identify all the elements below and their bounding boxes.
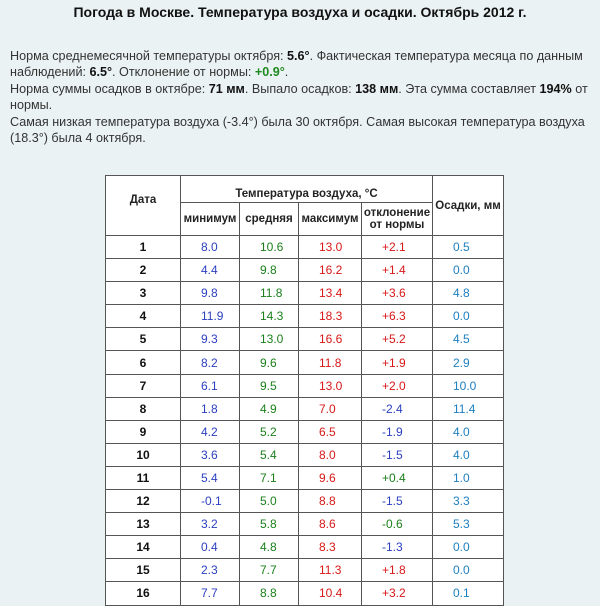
cell-precipitation: 0.0: [433, 259, 504, 282]
norm-prec-value: 71 мм: [208, 81, 245, 96]
cell-max: 8.8: [299, 490, 362, 513]
table-row: [106, 305, 504, 328]
table-row: [106, 282, 504, 305]
cell-precipitation: 11.4: [433, 397, 504, 420]
cell-max: 13.0: [299, 236, 362, 259]
cell-deviation: +2.0: [362, 374, 433, 397]
precipitation-summary: [10, 81, 592, 114]
cell-max: 16.2: [299, 259, 362, 282]
cell-precipitation: 3.3: [433, 490, 504, 513]
cell-max: 11.3: [299, 559, 362, 582]
table-row: [106, 559, 504, 582]
extremes-summary: Самая низкая температура воздуха (-3.4°) была 30 октября. Самая высокая температура воздуха (18.3°) была 4 октября.: [10, 114, 585, 146]
header-max: максимум: [299, 203, 362, 236]
cell-max: 18.3: [299, 305, 362, 328]
cell-day: 14: [106, 536, 181, 559]
cell-precipitation: 0.0: [433, 559, 504, 582]
cell-max: 10.4: [299, 582, 362, 605]
table-row: [106, 582, 504, 605]
cell-precipitation: 4.8: [433, 282, 504, 305]
cell-min: 1.8: [181, 397, 240, 420]
intro-summary: [10, 48, 592, 146]
cell-deviation: +6.3: [362, 305, 433, 328]
table-row: [106, 236, 504, 259]
cell-day: 15: [106, 559, 181, 582]
prec-pct-value: 194%: [539, 81, 572, 96]
cell-deviation: +2.1: [362, 236, 433, 259]
cell-min: -0.1: [181, 490, 240, 513]
cell-avg: 9.8: [240, 259, 299, 282]
table-row: [106, 466, 504, 489]
cell-deviation: +1.4: [362, 259, 433, 282]
cell-min: 4.4: [181, 259, 240, 282]
cell-precipitation: 0.0: [433, 305, 504, 328]
table-row: [106, 490, 504, 513]
cell-avg: 7.7: [240, 559, 299, 582]
cell-avg: 13.0: [240, 328, 299, 351]
cell-avg: 4.8: [240, 536, 299, 559]
text-prec-pct-suffix: от нормы.: [10, 81, 588, 113]
cell-day: 1: [106, 236, 181, 259]
cell-deviation: -1.5: [362, 490, 433, 513]
cell-max: 11.8: [299, 351, 362, 374]
cell-precipitation: 4.0: [433, 420, 504, 443]
table-row: [106, 443, 504, 466]
cell-deviation: -0.6: [362, 513, 433, 536]
cell-day: 11: [106, 466, 181, 489]
cell-min: 8.2: [181, 351, 240, 374]
cell-min: 3.6: [181, 443, 240, 466]
cell-precipitation: 0.1: [433, 582, 504, 605]
cell-max: 13.4: [299, 282, 362, 305]
table-row: [106, 374, 504, 397]
header-precipitation: Осадки, мм: [433, 176, 504, 236]
cell-avg: 8.8: [240, 582, 299, 605]
cell-deviation: -1.3: [362, 536, 433, 559]
table-row: [106, 536, 504, 559]
cell-day: 2: [106, 259, 181, 282]
cell-avg: 9.5: [240, 374, 299, 397]
table-row: [106, 328, 504, 351]
norm-temp-value: 5.6°: [287, 49, 310, 63]
cell-precipitation: 0.0: [433, 536, 504, 559]
cell-precipitation: 2.9: [433, 351, 504, 374]
cell-precipitation: 4.5: [433, 328, 504, 351]
cell-day: 13: [106, 513, 181, 536]
text-period: .: [284, 65, 289, 80]
cell-max: 7.0: [299, 397, 362, 420]
cell-precipitation: 5.3: [433, 513, 504, 536]
cell-day: 10: [106, 443, 181, 466]
table-row: [106, 351, 504, 374]
cell-min: 7.7: [181, 582, 240, 605]
cell-precipitation: 1.0: [433, 466, 504, 489]
cell-day: 4: [106, 305, 181, 328]
cell-precipitation: 4.0: [433, 443, 504, 466]
cell-max: 13.0: [299, 374, 362, 397]
cell-deviation: +3.6: [362, 282, 433, 305]
cell-deviation: +1.9: [362, 351, 433, 374]
cell-min: 6.1: [181, 374, 240, 397]
text-norm-prec-label: Норма суммы осадков в октябре:: [10, 81, 209, 96]
cell-max: 8.6: [299, 513, 362, 536]
cell-min: 8.0: [181, 236, 240, 259]
text-deviation-label: . Отклонение от нормы:: [112, 65, 255, 80]
cell-deviation: +5.2: [362, 328, 433, 351]
cell-min: 5.4: [181, 466, 240, 489]
cell-min: 9.8: [181, 282, 240, 305]
cell-deviation: -2.4: [362, 397, 433, 420]
weather-table: [105, 175, 504, 606]
cell-max: 6.5: [299, 420, 362, 443]
cell-avg: 7.1: [240, 466, 299, 489]
cell-avg: 11.8: [240, 282, 299, 305]
cell-avg: 5.2: [240, 420, 299, 443]
text-norm-temp-label: Норма среднемесячной температуры октября:: [10, 49, 288, 63]
cell-day: 7: [106, 374, 181, 397]
header-date: Дата: [106, 176, 181, 236]
cell-max: 8.0: [299, 443, 362, 466]
cell-deviation: -1.5: [362, 443, 433, 466]
cell-min: 2.3: [181, 559, 240, 582]
table-row: [106, 420, 504, 443]
cell-deviation: +3.2: [362, 582, 433, 605]
header-deviation: отклонение от нормы: [362, 203, 433, 236]
cell-precipitation: 0.5: [433, 236, 504, 259]
table-row: [106, 513, 504, 536]
cell-day: 16: [106, 582, 181, 605]
cell-day: 8: [106, 397, 181, 420]
cell-precipitation: 10.0: [433, 374, 504, 397]
cell-min: 11.9: [181, 305, 240, 328]
cell-day: 12: [106, 490, 181, 513]
cell-deviation: +0.4: [362, 466, 433, 489]
cell-day: 9: [106, 420, 181, 443]
temperature-summary: [10, 48, 592, 81]
table-row: [106, 397, 504, 420]
cell-day: 3: [106, 282, 181, 305]
cell-min: 3.2: [181, 513, 240, 536]
cell-max: 8.3: [299, 536, 362, 559]
cell-avg: 14.3: [240, 305, 299, 328]
cell-deviation: -1.9: [362, 420, 433, 443]
header-avg: средняя: [240, 203, 299, 236]
cell-avg: 9.6: [240, 351, 299, 374]
cell-min: 0.4: [181, 536, 240, 559]
cell-avg: 4.9: [240, 397, 299, 420]
actual-temp-value: 6.5°: [89, 65, 113, 80]
cell-day: 5: [106, 328, 181, 351]
cell-deviation: +1.8: [362, 559, 433, 582]
header-temperature: Температура воздуха, °С: [181, 176, 433, 203]
text-prec-pct-label: . Эта сумма составляет: [398, 81, 540, 96]
actual-prec-value: 138 мм: [355, 81, 399, 96]
header-min: минимум: [181, 203, 240, 236]
text-actual-prec-label: . Выпало осадков:: [244, 81, 356, 96]
deviation-value: +0.9°: [254, 65, 285, 80]
cell-avg: 5.0: [240, 490, 299, 513]
cell-max: 9.6: [299, 466, 362, 489]
text-actual-temp-label: . Фактическая температура месяца по данным наблюдений:: [10, 49, 583, 80]
cell-max: 16.6: [299, 328, 362, 351]
cell-avg: 5.8: [240, 513, 299, 536]
page-title: Погода в Москве. Температура воздуха и осадки. Октябрь 2012 г.: [73, 4, 527, 20]
cell-avg: 5.4: [240, 443, 299, 466]
cell-min: 9.3: [181, 328, 240, 351]
table-row: [106, 259, 504, 282]
cell-min: 4.2: [181, 420, 240, 443]
cell-day: 6: [106, 351, 181, 374]
cell-avg: 10.6: [240, 236, 299, 259]
